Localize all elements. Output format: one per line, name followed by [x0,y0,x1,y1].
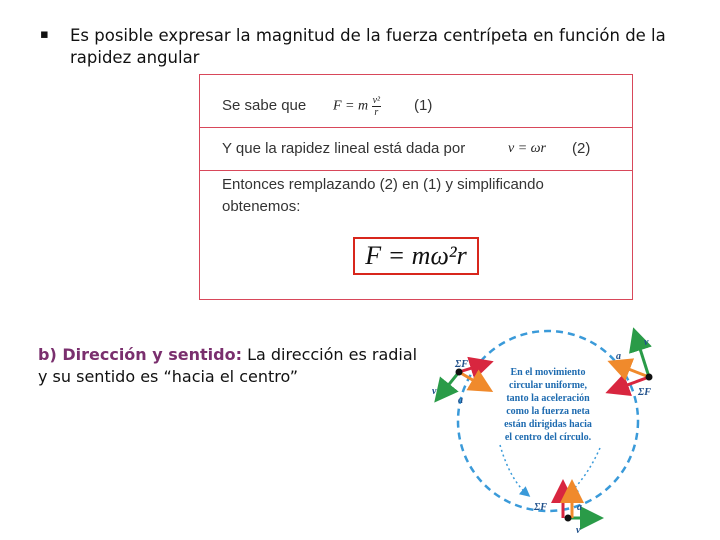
derivation-row-2 [200,127,632,171]
caption-line: están dirigidas hacia [504,419,592,430]
velocity-arrow-left [438,372,459,398]
final-formula: F = mω²r [353,237,479,275]
line1-text: Se sabe que [222,97,307,114]
velocity-label-bottom: v [576,525,581,536]
velocity-label-right: v [644,337,649,348]
direction-text: La dirección es radial y su sentido es “hacia el centro” [38,345,418,386]
eq1-lhs: F = m [333,98,369,114]
derivation-row-3 [200,170,632,300]
eq1-numerator: v² [372,95,381,106]
line3b-text: obtenemos: [222,198,301,215]
derivation-box [199,74,633,300]
eq1-fraction [372,95,381,118]
caption-line: el centro del círculo. [504,432,592,443]
circular-motion-diagram [430,305,655,537]
direction-label: b) Dirección y sentido: [38,345,242,364]
direction-paragraph [38,344,423,388]
particle-right [646,374,653,381]
caption-line: circular uniforme, [509,380,587,391]
particle-bottom [565,515,572,522]
rotation-arrow-right [570,448,600,493]
ref-2: (2) [572,140,591,157]
ref-1: (1) [414,97,433,114]
bullet-marker: ▪ [40,27,49,42]
force-label-right: ΣF [638,387,651,398]
accel-label-right: a [616,351,621,362]
eq1-denominator: r [374,107,379,118]
accel-arrow-left [459,372,488,389]
caption-line: como la fuerza neta [506,406,590,417]
intro-text: Es posible expresar la magnitud de la fuerza centrípeta en función de la rapidez angular [70,26,666,67]
force-label-bottom: ΣF [534,502,547,513]
accel-label-left: a [458,395,463,406]
caption-line: En el movimiento [510,367,586,378]
force-label-left: ΣF [455,359,468,370]
equation-1 [333,95,381,118]
rotation-arrow-left [500,445,528,495]
accel-arrow-right [613,363,649,377]
caption-line: tanto la aceleración [506,393,590,404]
velocity-label-left: v [432,386,437,397]
derivation-row-1 [200,75,632,128]
diagram-caption [504,367,592,443]
accel-label-bottom: a [577,502,582,513]
line2-text: Y que la rapidez lineal está dada por [222,140,466,157]
line3a-text: Entonces remplazando (2) en (1) y simplificando [222,176,544,193]
equation-2: v = ωr [508,141,546,156]
